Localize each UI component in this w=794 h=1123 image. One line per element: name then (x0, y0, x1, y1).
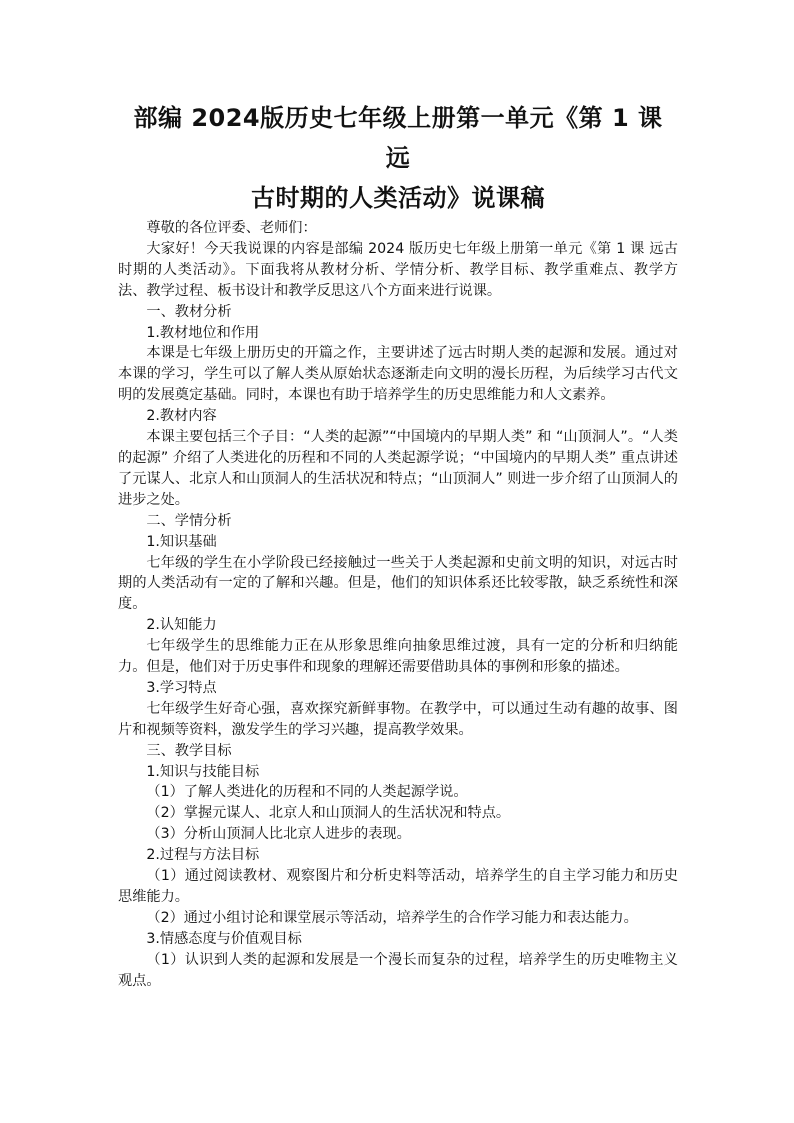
subsection-heading: 3.学习特点 (146, 679, 217, 696)
body-paragraph: 本课主要包括三个子目：“人类的起源”“中国境内的早期人类” 和 “山顶洞人”。“人类的起源” 介绍了人类进化的历程和不同的人类起源学说；“中国境内的早期人类” 重点讲述了元谋人、北京人和山顶洞人的生活状况和特点；“山顶洞人” 则进一步介绍了山顶洞人的进步之处。 (118, 429, 678, 508)
list-item: （2）掌握元谋人、北京人和山顶洞人的生活状况和特点。 (146, 805, 511, 822)
subsection-heading: 2.过程与方法目标 (146, 847, 260, 864)
section-heading: 二、学情分析 (146, 512, 232, 529)
body-paragraph: 七年级学生的思维能力正在从形象思维向抽象思维过渡，具有一定的分析和归纳能力。但是，他们对于历史事件和现象的理解还需要借助具体的事例和形象的描述。 (118, 638, 678, 676)
list-item: （3）分析山顶洞人比北京人进步的表现。 (146, 826, 411, 843)
subsection-heading: 3.情感态度与价值观目标 (146, 930, 302, 947)
list-item: （2）通过小组讨论和课堂展示等活动，培养学生的合作学习能力和表达能力。 (146, 909, 638, 926)
body-paragraph: 本课是七年级上册历史的开篇之作，主要讲述了远古时期人类的起源和发展。通过对本课的学习，学生可以了解人类从原始状态逐渐走向文明的漫长历程，为后续学习古代文明的发展奠定基础。同时，本课也有助于培养学生的历史思维能力和人文素养。 (118, 345, 678, 404)
subsection-heading: 1.知识与技能目标 (146, 763, 260, 780)
document-body (118, 218, 678, 992)
section-heading: 一、教材分析 (146, 303, 232, 320)
list-item: （1）通过阅读教材、观察图片和分析史料等活动，培养学生的自主学习能力和历史思维能力。 (118, 868, 678, 905)
subsection-heading: 1.教材地位和作用 (146, 324, 260, 341)
list-item: （1）认识到人类的起源和发展是一个漫长而复杂的过程，培养学生的历史唯物主义观点。 (118, 951, 678, 989)
document-title (118, 98, 678, 218)
subsection-heading: 2.教材内容 (146, 408, 217, 425)
body-paragraph: 七年级学生好奇心强，喜欢探究新鲜事物。在教学中，可以通过生动有趣的故事、图片和视频等资料，激发学生的学习兴趣，提高教学效果。 (118, 700, 678, 738)
list-item: （1）了解人类进化的历程和不同的人类起源学说。 (146, 784, 468, 801)
subsection-heading: 2.认知能力 (146, 617, 217, 634)
section-heading: 三、教学目标 (146, 742, 232, 759)
body-paragraph: 七年级的学生在小学阶段已经接触过一些关于人类起源和史前文明的知识，对远古时期的人类活动有一定的了解和兴趣。但是，他们的知识体系还比较零散，缺乏系统性和深度。 (118, 554, 678, 613)
intro-paragraph: 大家好！今天我说课的内容是部编 2024 版历史七年级上册第一单元《第 1 课 远古时期的人类活动》。下面我将从教材分析、学情分析、教学目标、教学重难点、教学方法、教学过程、板书设计和教学反思这八个方面来进行说课。 (118, 240, 678, 299)
document-page (118, 98, 678, 992)
title-line-2: 古时期的人类活动》说课稿 (251, 184, 545, 212)
subsection-heading: 1.知识基础 (146, 533, 217, 550)
greeting: 尊敬的各位评委、老师们： (146, 220, 317, 236)
title-line-1: 部编 2024版历史七年级上册第一单元《第 1 课 远 (133, 104, 663, 172)
